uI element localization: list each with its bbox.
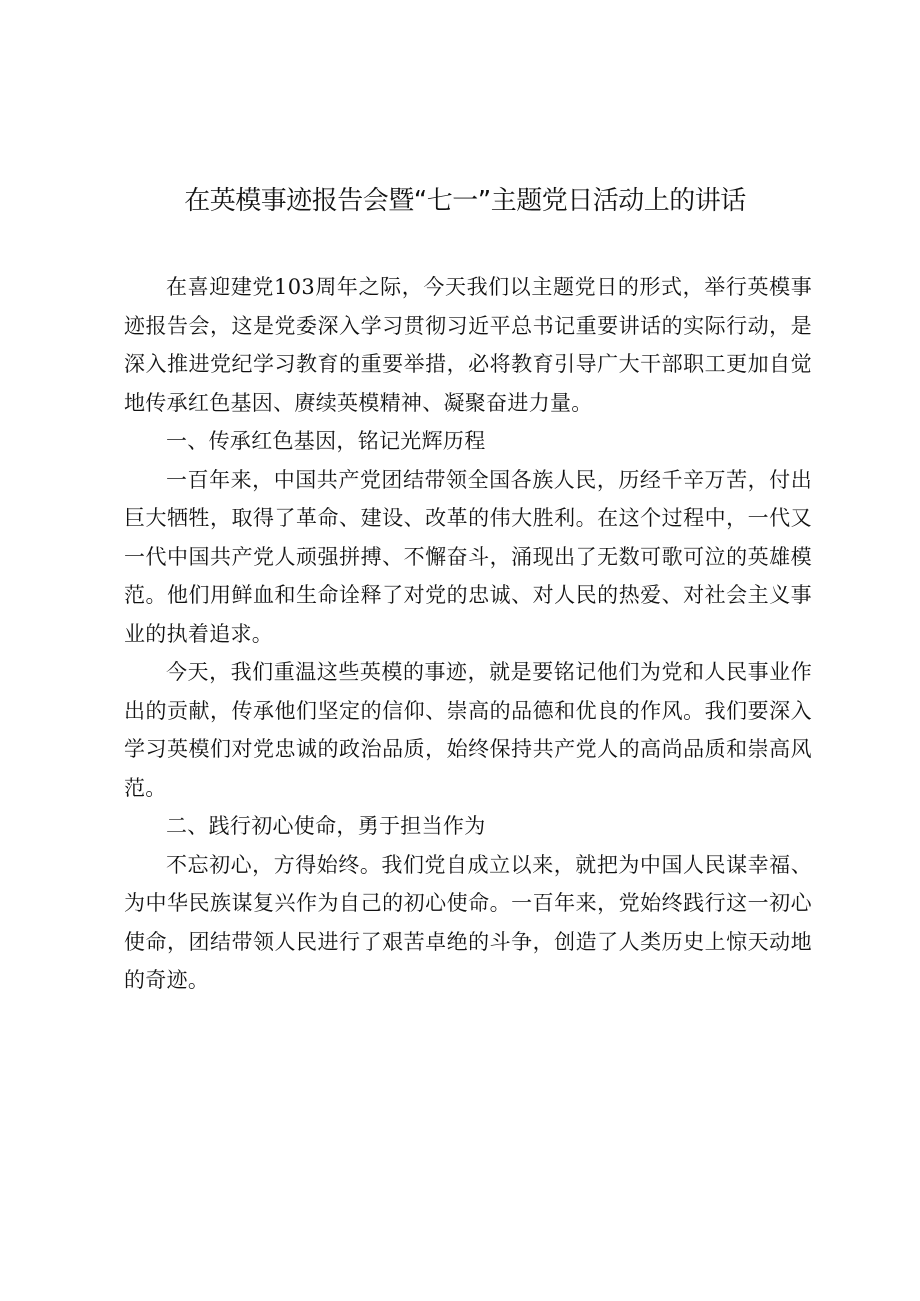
document-title: 在英模事迹报告会暨“七一”主题党日活动上的讲话 bbox=[184, 186, 746, 216]
document-body bbox=[124, 268, 812, 1000]
paragraph: 不忘初心，方得始终。我们党自成立以来，就把为中国人民谋幸福、为中华民族谋复兴作为自己的初心使命。一百年来，党始终践行这一初心使命，团结带领人民进行了艰苦卓绝的斗争，创造了人类历史上惊天动地的奇迹。 bbox=[124, 852, 812, 992]
paragraph: 今天，我们重温这些英模的事迹，就是要铭记他们为党和人民事业作出的贡献，传承他们坚定的信仰、崇高的品德和优良的作风。我们要深入学习英模们对党忠诚的政治品质，始终保持共产党人的高尚品质和崇高风范。 bbox=[124, 660, 812, 800]
paragraph: 一百年来，中国共产党团结带领全国各族人民，历经千辛万苦，付出巨大牺牲，取得了革命、建设、改革的伟大胜利。在这个过程中，一代又一代中国共产党人顽强拼搏、不懈奋斗，涌现出了无数可歌可泣的英雄模范。他们用鲜血和生命诠释了对党的忠诚、对人民的热爱、对社会主义事业的执着追求。 bbox=[124, 467, 812, 646]
section-heading: 二、践行初心使命，勇于担当作为 bbox=[166, 814, 486, 838]
paragraph: 在喜迎建党103周年之际，今天我们以主题党日的形式，举行英模事迹报告会，这是党委深入学习贯彻习近平总书记重要讲话的实际行动，是深入推进党纪学习教育的重要举措，必将教育引导广大干部职工更加自觉地传承红色基因、赓续英模精神、凝聚奋进力量。 bbox=[124, 275, 812, 415]
section-heading: 一、传承红色基因，铭记光辉历程 bbox=[166, 429, 486, 453]
